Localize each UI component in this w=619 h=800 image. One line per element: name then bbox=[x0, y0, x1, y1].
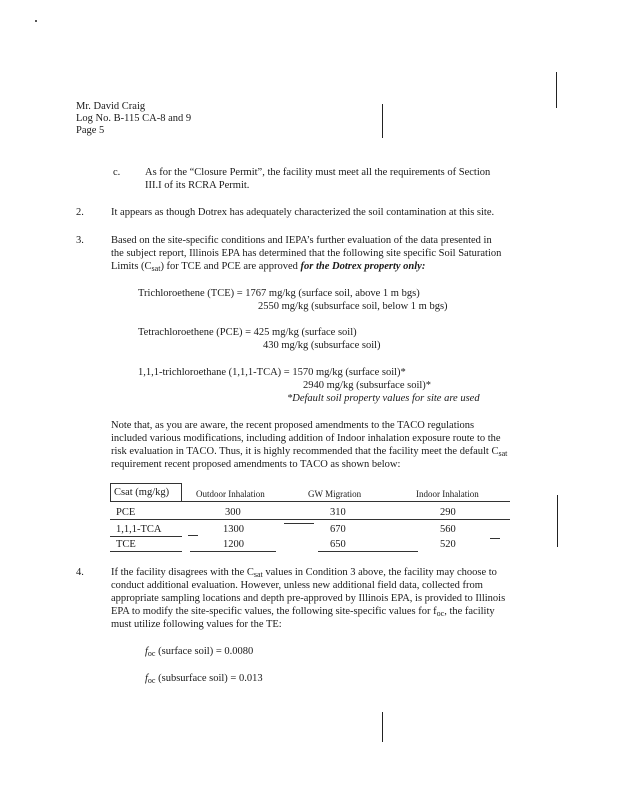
note-line1: Note that, as you are aware, the recent proposed amendments to the TACO regulations bbox=[111, 420, 475, 431]
revision-bar-header bbox=[382, 104, 383, 138]
note-line4: requirement recent proposed amendments to TACO as shown below: bbox=[111, 459, 401, 470]
corner-dot bbox=[35, 20, 37, 22]
item-4-line4: EPA to modify the site-specific values, the following site-specific values for $f_{oc}$, the facility bbox=[111, 606, 495, 618]
table-row-tce-outdoor: 1200 bbox=[223, 539, 244, 550]
foc-surface-value: $f_{oc}$ (surface soil) = 0.0080 bbox=[145, 646, 254, 658]
table-row-pce-outdoor: 300 bbox=[225, 507, 241, 518]
table-row-pce-name: PCE bbox=[116, 507, 136, 518]
table-bottom-rule-3 bbox=[318, 551, 418, 552]
pce-subsurface-limit: 430 mg/kg (subsurface soil) bbox=[263, 340, 381, 351]
note-line3: risk evaluation in TACO. Thus, it is highly recommended that the facility meet the default $C_{sat}$ bbox=[111, 446, 508, 458]
item-3-line3: Limits $(C_{sat})$ for TCE and PCE are approved for the Dotrex property only: bbox=[111, 261, 426, 273]
table-header-csat: Csat (mg/kg) bbox=[114, 487, 170, 498]
item-2-number: 2. bbox=[76, 207, 84, 218]
table-row-tca-rule bbox=[110, 536, 182, 537]
table-row-tca-name: 1,1,1-TCA bbox=[116, 524, 162, 535]
table-bottom-rule-1 bbox=[110, 551, 182, 552]
item-c-line2: III.I of its RCRA Permit. bbox=[145, 180, 250, 191]
default-values-note: *Default soil property values for site are used bbox=[287, 393, 480, 404]
revision-bar-table bbox=[557, 495, 558, 547]
tca-surface-limit: 1,1,1-trichloroethane (1,1,1-TCA) = 1570 mg/kg (surface soil)* bbox=[138, 367, 406, 378]
table-row-tce-gw: 650 bbox=[330, 539, 346, 550]
table-header-box-left bbox=[110, 483, 111, 501]
item-4-line1: If the facility disagrees with the $C_{sat}$ values in Condition 3 above, the facility may choose to bbox=[111, 567, 497, 579]
item-3-number: 3. bbox=[76, 235, 84, 246]
table-header-rule bbox=[110, 501, 510, 502]
table-bottom-rule-4 bbox=[188, 535, 198, 536]
table-row-tca-outdoor: 1300 bbox=[223, 524, 244, 535]
log-number: Log No. B-115 CA-8 and 9 bbox=[76, 113, 192, 124]
table-row-tce-name: TCE bbox=[116, 539, 136, 550]
table-row-tca-rule-mid bbox=[284, 523, 314, 524]
page-number: Page 5 bbox=[76, 125, 105, 136]
recipient-name: Mr. David Craig bbox=[76, 101, 146, 112]
item-3-line1: Based on the site-specific conditions and IEPA’s further evaluation of the data presented in bbox=[111, 235, 492, 246]
revision-bar-bottom bbox=[382, 712, 383, 742]
item-4-line5: must utilize following values for the TE: bbox=[111, 619, 282, 630]
item-4-line2: conduct additional evaluation. However, unless new additional field data, collected from bbox=[111, 580, 483, 591]
tca-subsurface-limit: 2940 mg/kg (subsurface soil)* bbox=[303, 380, 432, 391]
table-row-pce-indoor: 290 bbox=[440, 507, 456, 518]
note-line2: included various modifications, including addition of Indoor inhalation exposure route to the bbox=[111, 433, 501, 444]
table-header-box-right bbox=[181, 483, 182, 501]
table-row-tca-gw: 670 bbox=[330, 524, 346, 535]
item-2-text: It appears as though Dotrex has adequately characterized the soil contamination at this site. bbox=[111, 207, 495, 218]
table-bottom-rule-2 bbox=[190, 551, 276, 552]
table-bottom-rule-5 bbox=[490, 538, 500, 539]
table-header-indoor: Indoor Inhalation bbox=[416, 489, 479, 499]
table-row-pce-rule bbox=[110, 519, 510, 520]
item-c-line1: As for the “Closure Permit”, the facility must meet all the requirements of Section bbox=[145, 167, 491, 178]
item-4-line3: appropriate sampling locations and depth pre-approved by Illinois EPA, is provided to Illinois bbox=[111, 593, 506, 604]
pce-surface-limit: Tetrachloroethene (PCE) = 425 mg/kg (surface soil) bbox=[138, 327, 357, 338]
tce-surface-limit: Trichloroethene (TCE) = 1767 mg/kg (surface soil, above 1 m bgs) bbox=[138, 288, 420, 299]
table-row-pce-gw: 310 bbox=[330, 507, 346, 518]
table-header-outdoor: Outdoor Inhalation bbox=[196, 489, 265, 499]
item-3-line2: the subject report, Illinois EPA has determined that the following site specific Soil Saturation bbox=[111, 248, 502, 259]
tce-subsurface-limit: 2550 mg/kg (subsurface soil, below 1 m bgs) bbox=[258, 301, 448, 312]
table-row-tca-indoor: 560 bbox=[440, 524, 456, 535]
foc-subsurface-value: $f_{oc}$ (subsurface soil) = 0.013 bbox=[145, 673, 263, 685]
table-top-rule bbox=[110, 483, 182, 484]
revision-bar-right bbox=[556, 72, 557, 108]
table-header-gw: GW Migration bbox=[308, 489, 362, 499]
item-c-label: c. bbox=[113, 167, 121, 178]
item-4-number: 4. bbox=[76, 567, 84, 578]
table-row-tce-indoor: 520 bbox=[440, 539, 456, 550]
